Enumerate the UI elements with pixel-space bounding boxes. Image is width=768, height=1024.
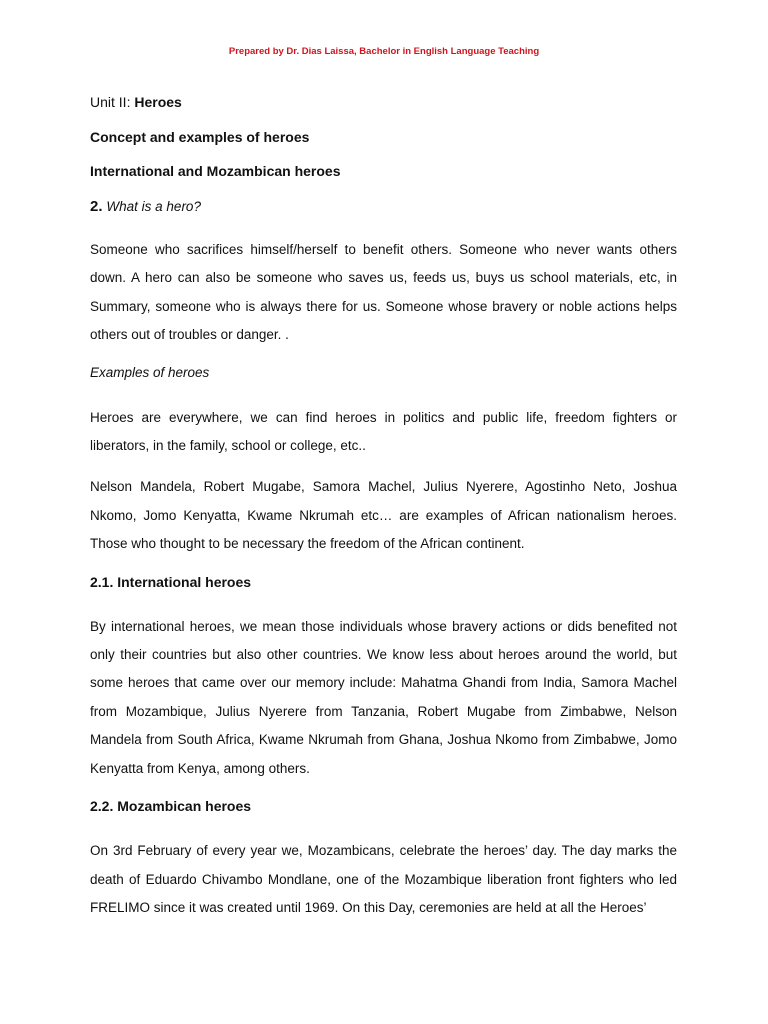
page-header: Prepared by Dr. Dias Laissa, Bachelor in English Language Teaching <box>228 46 540 57</box>
african-heroes-paragraph: Nelson Mandela, Robert Mugabe, Samora Machel, Julius Nyerere, Agostinho Neto, Joshua Nkomo, Jomo Kenyatta, Kwame Nkrumah etc… are examples of African nationalism heroes. Those who thought to be necessary the freedom of the African continent. <box>90 479 677 552</box>
international-heroes-paragraph: By international heroes, we mean those individuals whose bravery actions or dids benefited not only their countries but also other countries. We know less about heroes around the world, but some heroes that came over our memory include: Mahatma Ghandi from India, Samora Machel from Mozambique, Julius Nyerere from Tanzania, Robert Mugabe from Zimbabwe, Nelson Mandela from South Africa, Kwame Nkrumah from Ghana, Joshua Nkomo from Zimbabwe, Jomo Kenyatta from Kenya, among others. <box>90 618 677 776</box>
international-mozambican-heading: International and Mozambican heroes <box>90 163 341 179</box>
question-number: 2. <box>90 198 103 215</box>
document-body <box>90 92 677 935</box>
mozambican-heroes-paragraph: On 3rd February of every year we, Mozambicans, celebrate the heroes’ day. The day marks the death of Eduardo Chivambo Mondlane, one of the Mozambique liberation front fighters who led FRELIMO since it was created until 1969. On this Day, ceremonies are held at all the Heroes’ <box>90 843 677 915</box>
international-heroes-heading: 2.1. International heroes <box>90 573 252 590</box>
everywhere-paragraph: Heroes are everywhere, we can find heroes in politics and public life, freedom fighters or liberators, in the family, school or college, etc.. <box>90 409 677 454</box>
concept-heading: Concept and examples of heroes <box>90 129 310 145</box>
question-text: What is a hero? <box>106 199 201 214</box>
unit-heading <box>90 92 677 112</box>
unit-prefix: Unit II: <box>90 94 131 110</box>
definition-paragraph: Someone who sacrifices himself/herself to benefit others. Someone who never wants others down. A hero can also be someone who saves us, feeds us, buys us school materials, etc, in Summary, someone who is always there for us. Someone whose bravery or noble actions helps others out of troubles or danger. . <box>90 242 677 343</box>
question-heading <box>90 196 677 217</box>
mozambican-heroes-heading: 2.2. Mozambican heroes <box>90 798 252 815</box>
unit-title: Heroes <box>134 94 182 110</box>
examples-label: Examples of heroes <box>90 364 210 380</box>
